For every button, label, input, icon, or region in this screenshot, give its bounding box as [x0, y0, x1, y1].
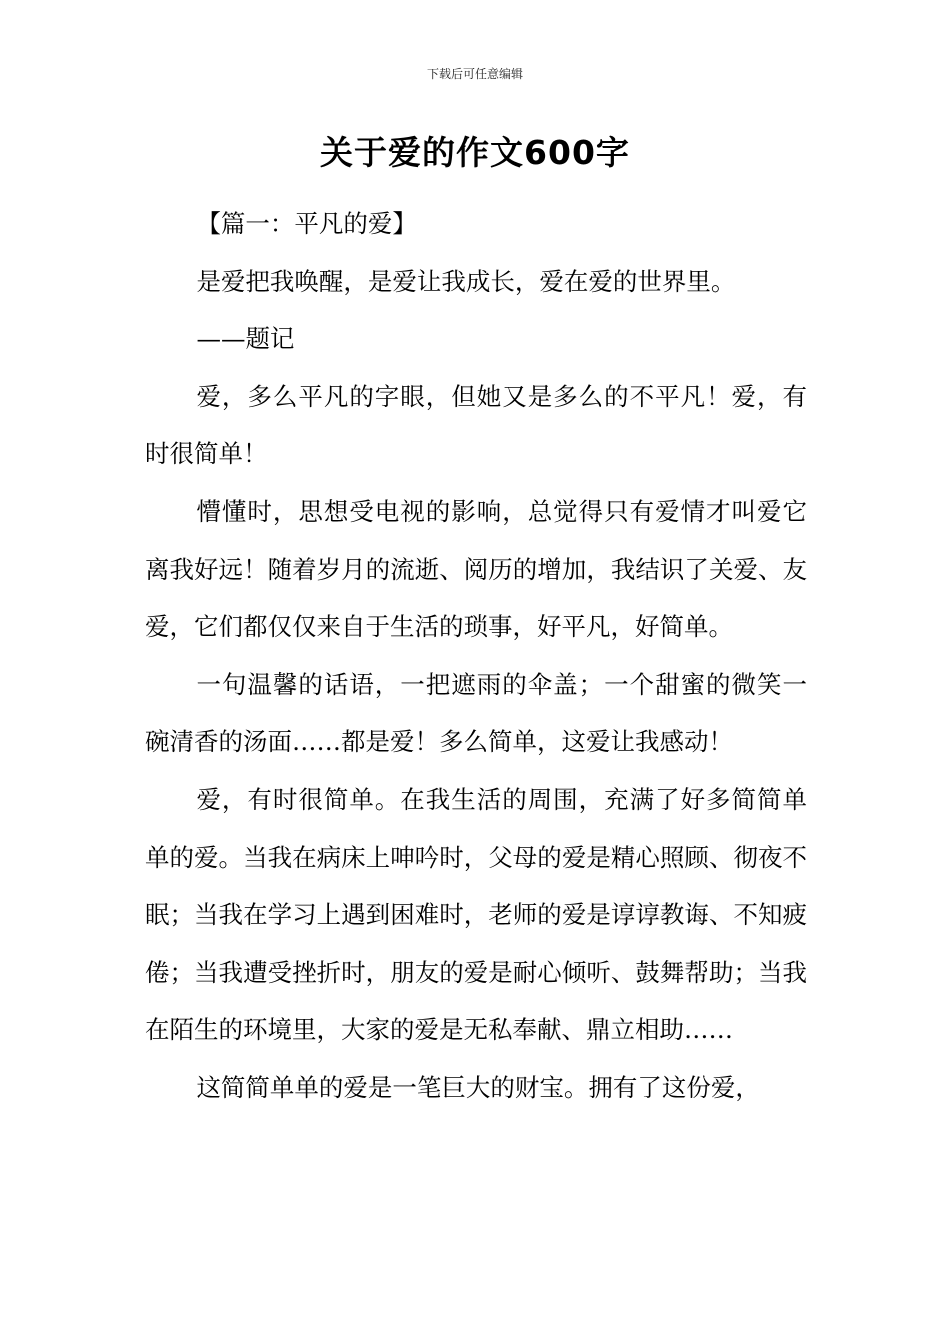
document-title: 关于爱的作文600字 — [320, 133, 630, 172]
paragraph: 爱，有时很简单。在我生活的周围，充满了好多简简单单的爱。当我在病床上呻吟时，父母的爱是精心照顾、彻夜不眠；当我在学习上遇到困难时，老师的爱是谆谆教诲、不知疲倦；当我遭受挫折时，朋友的爱是耐心倾听、鼓舞帮助；当我在陌生的环境里，大家的爱是无私奉献、鼎立相助…… — [145, 784, 807, 1045]
paragraph: 懵懂时，思想受电视的影响，总觉得只有爱情才叫爱它离我好远！随着岁月的流逝、阅历的增加，我结识了关爱、友爱，它们都仅仅来自于生活的琐事，好平凡，好简单。 — [145, 496, 807, 642]
paragraph: 是爱把我唤醒，是爱让我成长，爱在爱的世界里。 — [196, 266, 736, 296]
paragraph-epigraph: ——题记 — [196, 324, 295, 354]
header-note: 下载后可任意编辑 — [426, 67, 523, 81]
section-heading: 【篇一：平凡的爱】 — [196, 209, 417, 238]
paragraph: 爱，多么平凡的字眼，但她又是多么的不平凡！爱，有时很简单！ — [145, 381, 807, 469]
paragraph: 一句温馨的话语，一把遮雨的伞盖；一个甜蜜的微笑一碗清香的汤面……都是爱！多么简单，这爱让我感动！ — [145, 669, 807, 757]
document-body — [145, 195, 807, 1117]
paragraph: 这简简单单的爱是一笔巨大的财宝。拥有了这份爱， — [196, 1072, 760, 1102]
